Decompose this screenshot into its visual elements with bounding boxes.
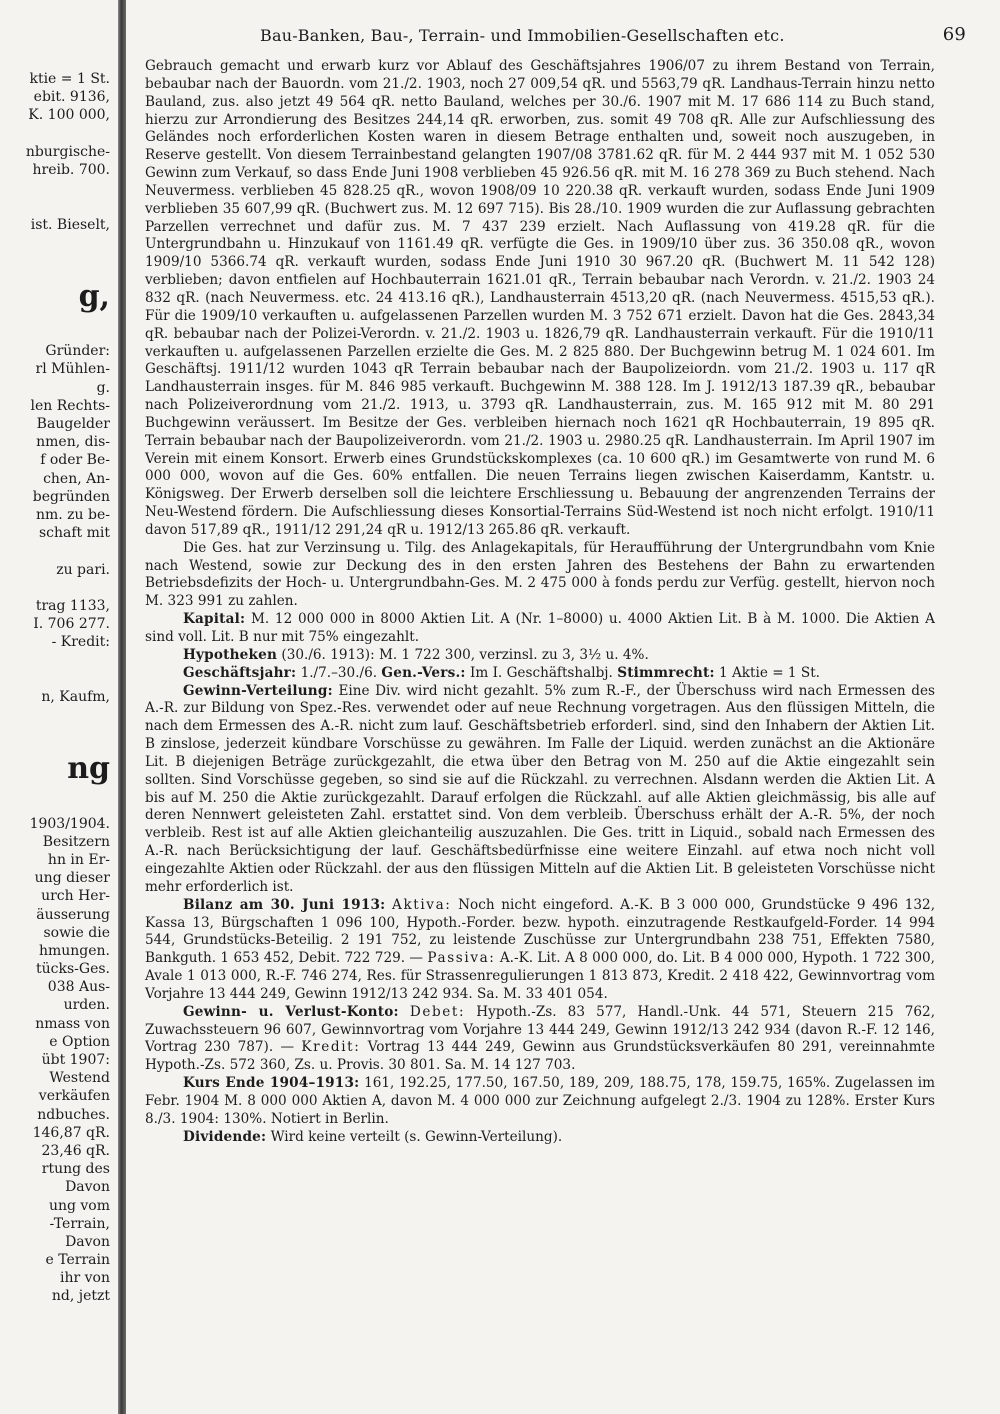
adjacent-page-line: äusserung [36, 906, 110, 923]
gewinn-verteilung-text: Eine Div. wird nicht gezahlt. 5% zum R.-F., der Überschuss wird nach Ermessen des A.-R. zur Bildung von Spez.-Res. verwendet oder auf neue Rechnung vorgetragen. Aus den flüssigen Mitteln, die nach dem Ermessen des A.-R. nicht zum lauf. Geschäftsbetrieb erforderl. sind, sind den Inhabern der Aktien Lit. B zinslose, jederzeit kündbare Vorschüsse zu gewähren. Im Falle der Liquid. werden zunächst an die Aktionäre Lit. B diejenigen Beträge zurückgezahlt, die etwa über den Betrag von M. 250 auf die Aktie eingezahlt sein sollten. Sind Vorschüsse gegeben, so sind sie auf die Rückzahl. zu verrechnen. Alsdann werden die Aktien Lit. A bis auf M. 250 die Aktie zurückgezahlt. Darauf erfolgen die Rückzahl. auf alle Aktien gleichmässig, bis alle auf deren Nennwert geleisteten Zahl. erstattet sind. Von dem verbleib. Überschuss erhält der A.-R. 5%, der noch verbleib. Rest ist auf alle Aktien gleichanteilig auszuzahlen. Die Ges. tritt in Liquid., sobald nach Ermessen des A.-R. nach Berücksichtigung der lauf. Geschäftsbedürfnisse eine weitere Einzahl. auf etwa noch nicht voll eingezahlte Aktien oder Rückzahl. der aus den flüssigen Mitteln auf die Aktien Lit. B geleisteten Vorschüsse nicht mehr erforderlich ist. [145, 682, 935, 895]
kapital-label: Kapital: [183, 611, 246, 628]
adjacent-page-line: urch Her- [41, 888, 110, 905]
adjacent-page-column [0, 70, 112, 1400]
gewinn-verteilung-label: Gewinn-Verteilung: [183, 682, 333, 699]
gewinn-verlust-label: Gewinn- u. Verlust-Konto: [183, 1003, 399, 1020]
adjacent-page-line: 1903/1904. [29, 815, 110, 832]
running-header [138, 20, 970, 50]
adjacent-page-line: nd, jetzt [51, 1288, 110, 1305]
adjacent-page-line: n, Kaufm, [41, 688, 110, 705]
adjacent-page-line: 23,46 qR. [41, 1142, 110, 1159]
terrain-paragraph: Gebrauch gemacht und erwarb kurz vor Ablauf des Geschäftsjahres 1906/07 zu ihrem Bestand von Terrain, bebaubar nach der Bauordn. vom 21./2. 1903, noch 27 009,54 qR. und 5563,79 qR. Landhaus-Terrain hinzu netto Bauland, zus. also jetzt 49 564 qR. netto Bauland, welches per 30./6. 1907 mit M. 17 686 114 zu Buch stand, hierzu zur Arrondierung des Besitzes 244,14 qR. erworben, zus. somit 49 708 qR. Alle zur Aufschliessung des Geländes noch erforderlichen Kosten waren in diesem Betrage enthalten und, soweit noch auszugeben, in Reserve gestellt. Von diesem Terrainbestand gelangten 1907/08 3781.62 qR. für M. 2 444 937 mit M. 1 052 530 Gewinn zum Verkauf, so dass Ende Juni 1908 verblieben 45 926.56 qR. mit M. 16 278 369 zu Buch stehend. Nach Neuvermess. verblieben 45 828.25 qR., wovon 1908/09 10 220.38 qR. verkauft wurden, sodass Ende Juni 1909 verblieben 35 607,99 qR. (Buchwert zus. M. 12 697 715). Bis 28./10. 1909 wurden die zur Auflassung gebrachten Parzellen verrechnet und dafür zus. M. 7 437 239 erzielt. Nach Auflassung von 419.28 qR. für die Untergrundbahn u. Hinzukauf von 1161.49 qR. verfügte die Ges. in 1909/10 über zus. 36 350.08 qR., wovon 1909/10 5366.74 qR. verkauft wurden, sodass Ende Juni 1910 30 967.20 qR. (Buchwert M. 11 542 128) verblieben; davon entfielen auf Hochbauterrain 1621.01 qR., Terrain bebaubar nach Verordn. v. 21./2. 1903 24 832 qR. (nach Neuvermess. etc. 24 413.16 qR.), Landhausterrain 4513,20 qR. (nach Neuvermess. 4515,53 qR.). Für die 1909/10 verkauften u. aufgelassenen Parzellen wurden M. 3 752 671 erzielt. Davon hat die Ges. 2843,34 qR. bebaubar nach der Polizei-Verordn. v. 21./2. 1903 u. 1826,79 qR. Landhausterrain verkauft. Für die 1910/11 verkauften u. aufgelassenen Parzellen erzielte die Ges. M. 2 825 880. Der Buchgewinn betrug M. 1 024 601. Im Geschäftsj. 1911/12 wurden 1043 qR Terrain bebaubar nach der Baupolizeiordn. vom 21./2. 1903 u. 117 qR Landhausterrain insges. für M. 846 985 verkauft. Buchgewinn M. 388 128. Im J. 1912/13 187.39 qR., bebaubar nach Polizeiverordnung vom 21./2. 1913, u. 3793 qR. Landhausterrain, zus. M. 165 912 mit M. 80 291 Buchgewinn veräussert. Im Besitze der Ges. verbleiben hiernach noch 1621 qR Hochbauterrain, 19 895 qR. Terrain bebaubar nach der Baupolizeiverordn. vom 21./2. 1903 u. 2980.25 qR. Landhausterrain. Im April 1907 im Verein mit einem Konsort. Erwerb eines Grundstückskomplexes (ca. 10 600 qR.) im Gesamtwerte von rund M. 6 000 000, wovon auf die Ges. 60% entfallen. Die neuen Terrains liegen zwischen Kaiserdamm, Kantstr. u. Königsweg. Der Erwerb derselben soll die leichtere Erschliessung u. Bebauung der angrenzenden Terrains der Neu-Westend fördern. Die Aufschliessung dieses Konsortial-Terrains Süd-Westend ist noch nicht erfolgt. 1910/11 davon 517,89 qR., 1911/12 291,24 qR u. 1912/13 265.86 qR. verkauft. [145, 58, 935, 538]
geschaeftsjahr-entry [145, 665, 935, 683]
adjacent-page-line [0, 706, 110, 724]
adjacent-page-line: g. [96, 379, 110, 396]
adjacent-page-line: chen, An- [43, 470, 110, 487]
kurs-text: 161, 192.25, 177.50, 167.50, 189, 209, 188.75, 178, 159.75, 165%. Zugelassen im Febr. 1904 M. 8 000 000 Aktien A, davon M. 4 000 000 zur Zeichnung aufgelegt 2./3. 1904 zu 128%. Erster Kurs 8./3. 1904: 130%. Notiert in Berlin. [145, 1075, 936, 1127]
adjacent-page-line: f oder Be- [40, 452, 110, 469]
adjacent-page-line: e Terrain [45, 1252, 110, 1269]
adjacent-page-line: urden. [63, 997, 110, 1014]
adjacent-page-line [0, 724, 110, 742]
aktiva-label: Aktiva: [392, 896, 452, 913]
page-number: 69 [942, 24, 966, 45]
adjacent-page-line: übt 1907: [41, 1052, 110, 1068]
adjacent-page-line: ktie = 1 St. [29, 71, 110, 87]
adjacent-page-line [0, 197, 110, 215]
kredit-text: Vortrag 13 444 249, Gewinn aus Grundstücksverkäufen 80 291, vereinnahmte Hypoth.-Zs. 572 360, Zs. u. Provis. 30 801. Sa. M. 14 127 703. [145, 1039, 936, 1074]
adjacent-page-line [0, 179, 110, 197]
geschaeftsjahr-label: Geschäftsjahr: [183, 664, 297, 681]
adjacent-page-line: ihr von [60, 1270, 110, 1287]
kredit-label: Kredit: [301, 1039, 361, 1056]
adjacent-page-line [0, 324, 110, 342]
dividende-entry [145, 1129, 935, 1147]
kapital-entry [145, 611, 935, 647]
bilanz-entry [145, 897, 935, 1004]
adjacent-page-line: Besitzern [42, 833, 110, 850]
adjacent-page-line: begründen [32, 488, 110, 505]
bilanz-label: Bilanz am 30. Juni 1913: [183, 896, 386, 913]
adjacent-page-line: nmass von [35, 1015, 110, 1032]
dividende-label: Dividende: [183, 1128, 267, 1145]
adjacent-page-line: verkäufen [38, 1088, 110, 1105]
adjacent-page-line: schaft mit [38, 525, 110, 542]
kapital-text: M. 12 000 000 in 8000 Aktien Lit. A (Nr. 1–8000) u. 4000 Aktien Lit. B à M. 1000. Die Aktien A sind voll. Lit. B nur mit 75% eingezahlt. [145, 611, 935, 645]
adjacent-page-line: e Option [49, 1033, 110, 1050]
passiva-label: Passiva: [427, 950, 496, 967]
adjacent-page-line: ung dieser [34, 870, 110, 887]
geschaeftsjahr-text: 1./7.–30./6. [300, 664, 378, 681]
book-gutter [118, 0, 126, 1414]
header-title: Bau-Banken, Bau-, Terrain- und Immobilien-Gesellschaften etc. [260, 26, 785, 45]
adjacent-page-line: -Terrain, [49, 1215, 110, 1232]
adjacent-page-line: Gründer: [45, 343, 110, 360]
adjacent-page-line: Baugelder [36, 416, 110, 432]
adjacent-page-line: - Kredit: [51, 634, 110, 651]
adjacent-page-line: I. 706 277. [33, 616, 110, 633]
adjacent-page-line [0, 796, 110, 814]
adjacent-page-line: nmen, dis- [36, 434, 110, 451]
adjacent-page-line: rtung des [41, 1161, 110, 1178]
adjacent-page-line: zu pari. [56, 561, 110, 578]
gewinn-verlust-entry [145, 1004, 935, 1075]
adjacent-page-line: Westend [49, 1070, 110, 1087]
adjacent-page-line [0, 234, 110, 252]
adjacent-page-line: hmungen. [38, 942, 110, 959]
adjacent-page-line: hreib. 700. [32, 161, 110, 178]
stimmrecht-text: 1 Aktie = 1 St. [719, 664, 820, 681]
subsidy-paragraph: Die Ges. hat zur Verzinsung u. Tilg. des Anlagekapitals, für Heraufführung der Untergrundbahn vom Knie nach Westend, sowie zur Deckung des in den ersten Jahren des Bestehens der Bahn zu erwartenden Betriebsdefizits der Hoch- u. Untergrundbahn-Ges. M. 2 475 000 à fonds perdu zur Verfüg. gestellt, hiervon noch M. 323 991 zu zahlen. [145, 539, 935, 610]
kurs-label: Kurs Ende 1904–1913: [183, 1075, 360, 1092]
hypotheken-label: Hypotheken [183, 646, 278, 663]
hypotheken-text: (30./6. 1913): M. 1 722 300, verzinsl. zu 3, 3½ u. 4%. [281, 646, 649, 663]
aktiva-text: Noch nicht eingeford. A.-K. B 3 000 000, Grundstücke 9 496 132, Kassa 13, Bürgschaften 1 096 100, Hypoth.-Forder. bezw. hypoth. einzutragende Restkaufgeld-Forder. 14 994 544, Grundstücks-Beteilig. 2 191 752, zu leistende Zuschüsse zur Untergrundbahn 238 751, Effekten 7580, Bankguth. 1 653 452, Debit. 722 729. — [145, 896, 936, 967]
adjacent-page-line: Davon [65, 1179, 110, 1196]
adjacent-page-line: nm. zu be- [35, 506, 110, 523]
debet-text: Hypoth.-Zs. 83 577, Handl.-Unk. 44 571, Steuern 215 762, Zuwachssteuern 96 607, Gewinnvortrag vom Vorjahre 13 444 249, Gewinn 1912/13 242 934 (davon R.-F. 12 146, Vortrag 230 787). — [145, 1003, 936, 1056]
adjacent-page-line: tücks-Ges. [36, 961, 110, 978]
gewinn-verteilung-entry [145, 683, 935, 897]
adjacent-page-line: ist. Bieselt, [30, 216, 110, 233]
adjacent-page-line: ung vom [48, 1197, 110, 1214]
adjacent-page-line: sowie die [43, 924, 110, 941]
stimmrecht-label: Stimmrecht: [617, 664, 715, 681]
gen-vers-label: Gen.-Vers.: [381, 664, 466, 681]
adjacent-page-line: Davon [65, 1233, 110, 1250]
adjacent-page-line: ebit. 9136, [33, 89, 110, 106]
main-text [145, 58, 935, 1146]
adjacent-page-line [0, 579, 110, 597]
adjacent-page-line: trag 1133, [35, 597, 110, 614]
adjacent-page-line [0, 542, 110, 560]
debet-label: Debet: [409, 1003, 466, 1020]
gen-vers-text: Im I. Geschäftshalbj. [469, 664, 613, 681]
adjacent-page-line: hn in Er- [47, 851, 110, 868]
adjacent-page-line: 038 Aus- [47, 979, 110, 996]
adjacent-page-line: rl Mühlen- [35, 361, 110, 378]
hypotheken-entry [145, 647, 935, 665]
adjacent-page-line [0, 125, 110, 143]
adjacent-page-line: nburgische- [25, 143, 110, 160]
adjacent-page-line: g, [78, 279, 110, 315]
adjacent-page-line: ndbuches. [37, 1106, 110, 1123]
adjacent-page-line: len Rechts- [30, 397, 110, 414]
adjacent-page-line [0, 670, 110, 688]
adjacent-page-text [0, 70, 110, 1306]
adjacent-page-line [0, 651, 110, 669]
passiva-text: A.-K. Lit. A 8 000 000, do. Lit. B 4 000 000, Hypoth. 1 722 300, Avale 1 013 000, R.-F. 746 274, Res. für Strassenregulierungen 1 813 873, Kredit. 2 418 422, Gewinnvortrag vom Vorjahre 13 444 249, Gewinn 1912/13 242 934. Sa. M. 33 401 054. [145, 950, 935, 1002]
adjacent-page-line: K. 100 000, [28, 107, 110, 124]
dividende-text: Wird keine verteilt (s. Gewinn-Verteilung). [270, 1128, 563, 1145]
adjacent-page-line: 146,87 qR. [32, 1124, 110, 1141]
adjacent-page-line [0, 252, 110, 270]
adjacent-page-line: ng [67, 751, 110, 787]
kurs-entry [145, 1075, 935, 1129]
